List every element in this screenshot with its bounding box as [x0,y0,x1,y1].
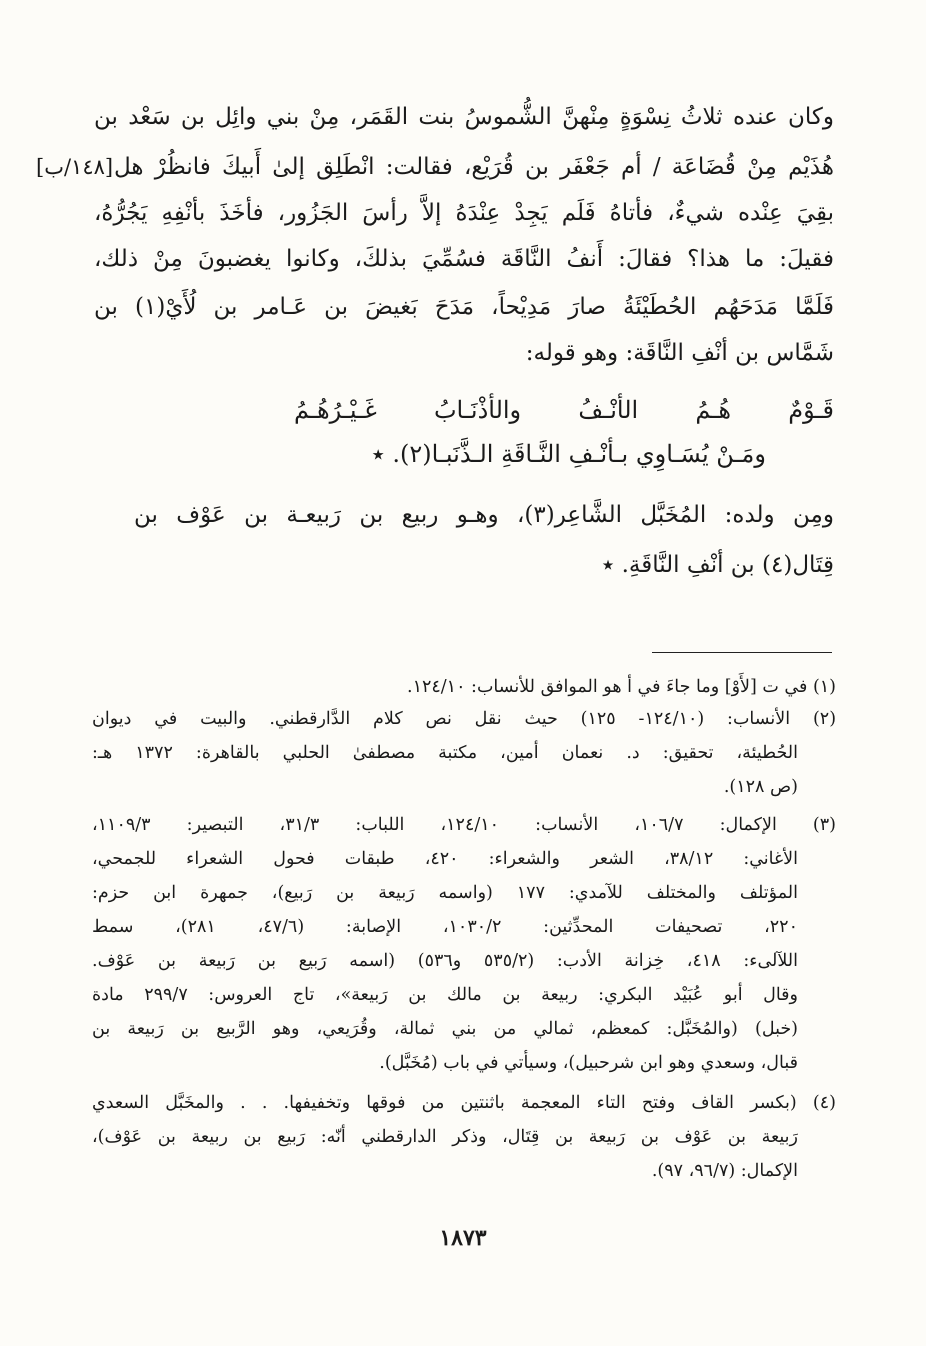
manuscript-folio-marker: [١٤٨/ب] [36,155,114,179]
body-line: وكان عنده ثلاثُ نِسْوَةٍ مِنْهنَّ الشُّموسُ بنت القَمَر، مِنْ بني وائِل بن سَعْد بن [94,104,834,130]
footnote-line: الإكمال: (٩٦/٧، ٩٧). [651,1161,798,1181]
footnote-line: المؤتلف والمختلف للآمدي: ١٧٧ (واسمه رَبيعة بن رَبيع)، جمهرة ابن حزم: [92,883,798,903]
footnote-line: ٢٢٠، تصحيفات المحدِّثين: ١٠٣٠/٢، الإصابة: (٤٧/٦، ٢٨١)، سمط [92,917,798,937]
footnote-separator [652,652,832,653]
footnote-line: رَبيعة بن عَوْف بن رَبيعة بن قِتَال، وذكر الدارقطني أنّه: رَبيع بن ربيعة بن عَوْف)، [92,1127,798,1147]
footnote-line: (٤) (بكسر القاف وفتح التاء المعجمة باثنتين من فوقها وتخفيفها. . . والمخَبَّل السعدي [92,1093,836,1113]
footnote-line: (١) في ت [لأَوْ] وما جاءَ في أ هو الموافق للأنساب: ١٢٤/١٠. [407,677,836,697]
body-line: قِتَال(٤) بن أنْفِ النَّاقَةِ. ٭ [601,552,834,578]
footnote-line: (٢) الأنساب: (١٢٤/١٠- ١٢٥) حيث نقل نص كلام الدَّارقطني. والبيت في ديوان [92,709,836,729]
footnote-line: قبال، وسعدي وهو ابن شرحبيل)، وسيأتي في باب (مُخَبَّل). [379,1053,798,1073]
page-number: ١٨٧٣ [439,1225,487,1251]
footnote-line: الأغاني: ٣٨/١٢، الشعر والشعراء: ٤٢٠، طبقات فحول الشعراء للجمحي، [92,849,798,869]
footnote-line: (خبل) (والمُخَبَّل: كمعظم، ثمالي من بني ثمالة، وقُرَيعي، وهو الرَّبيع بن رَبيعة بن [92,1019,798,1039]
footnote-line: اللآلىء: ٤١٨، خِزانة الأدب: (٥٣٥/٢ و٥٣٦) (اسمه رَبيع بن رَبيعة بن عَوْف. [92,951,798,971]
body-line: شَمَّاس بن أنْفِ النَّاقَة: وهو قوله: [525,340,834,366]
body-line: بقِيَ عِنْده شيءٌ، فأتاهُ فَلَم يَجِدْ عِنْدَهُ إلاَّ رأسَ الجَزُور، فأخَذَ بأنْفِهِ يَجُرُّهُ، [94,200,834,226]
body-line: فقيلَ: ما هذا؟ فقالَ: أَنفُ النَّاقَة فسُمِّيَ بذلكَ، وكانوا يغضبونَ مِنْ ذلك، [94,246,834,272]
verse-hemistich-first: قَـوْمٌ هُـمُ الأنْـفُ والأذْنَـابُ غَـيْـرُهُـمُ [294,396,834,424]
footnote-line: (٣) الإكمال: ١٠٦/٧، الأنساب: ١٢٤/١٠، اللباب: ٣١/٣، التبصير: ١١٠٩/٣، [92,815,836,835]
footnote-line: الحُطيئة، تحقيق: د. نعمان أمين، مكتبة مصطفىٰ الحلبي بالقاهرة: ١٣٧٢ هـ: [92,743,798,763]
footnote-line: وقال أبو عُبَيْد البكري: ربيعة بن مالك بن رَبيعة»، تاج العروس: ٢٩٩/٧ مادة [92,985,798,1005]
body-line: فَلَمَّا مَدَحَهُم الحُطَيْئَةُ صارَ مَدِيْحاً، مَدَحَ بَغيضَ بن عَـامر بن لُأَيْ(١) بن [94,294,834,320]
body-line: ومِن ولده: المُخَبَّل الشَّاعِر(٣)، وهـو ربيع بن رَبيعـة بن عَوْف بن [134,502,834,528]
verse-hemistich-second: ومَـنْ يُسَـاوِي بـأنْـفِ النَّـاقَةِ الـذَّنَبـا(٢). ٭ [371,440,766,468]
body-line: هُذَيْم مِنْ قُضَاعَة / أم جَعْفَر بن قُرَيْع، فقالت: انْطَلِق إلىٰ أَبيكَ فانظُرْ هل [114,154,834,180]
footnote-line: (ص ١٢٨). [723,777,798,797]
